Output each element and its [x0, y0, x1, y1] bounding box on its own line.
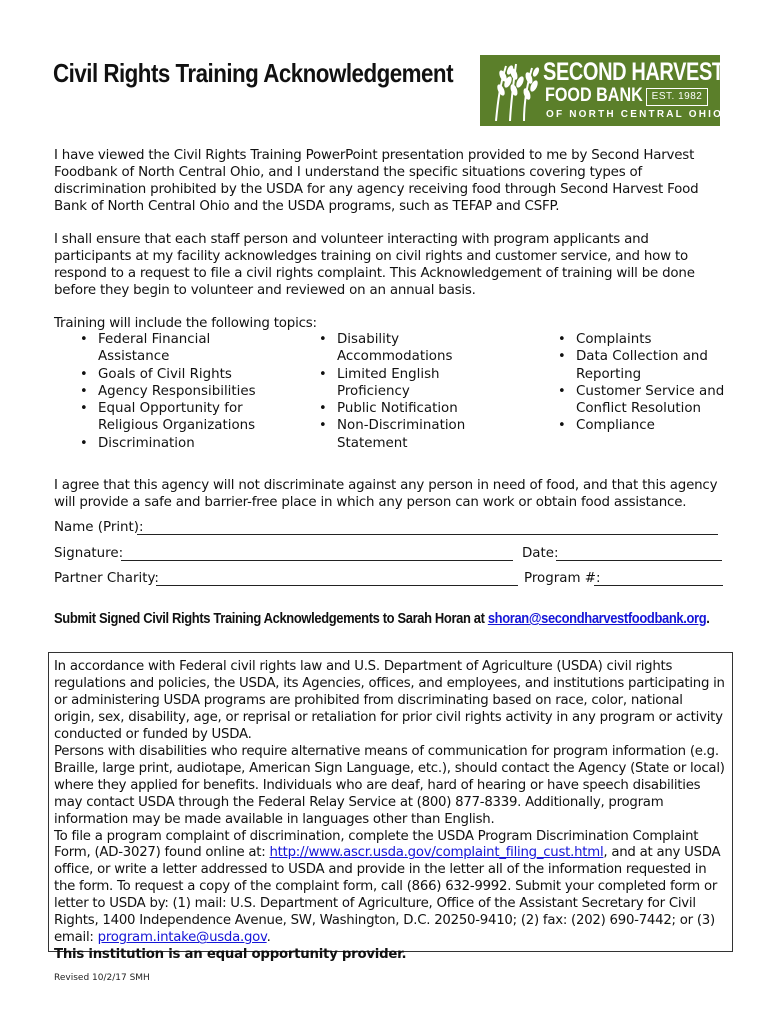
submit-end: .: [706, 611, 710, 627]
logo-line-1: SECOND HARVEST: [543, 58, 724, 86]
statement-text: .: [266, 930, 271, 946]
submit-email-link[interactable]: shoran@secondharvestfoodbank.org: [487, 611, 707, 627]
list-item: • Non-Discrimination Statement: [313, 417, 503, 452]
signature-label: Signature:: [54, 546, 124, 561]
paragraph-intro: I have viewed the Civil Rights Training PowerPoint presentation provided to me by Second Harvest Foodbank of North Central Ohio, and I understand the specific situations covering types of discrimination prohibited by the USDA for any agency receiving food through Second Harvest Food Bank of North Central Ohio and the USDA programs, such as TEFAP and CSFP.: [54, 148, 699, 214]
revision-note: Revised 10/2/17 SMH: [54, 973, 150, 983]
statement-text: To file a program complaint of discrimination, complete the USDA Program Discrimination Complaint Form, (AD-3027) found online at:: [54, 828, 699, 861]
program-number-label: Program #:: [524, 571, 601, 586]
list-item: • Goals of Civil Rights: [74, 366, 274, 383]
program-number-field[interactable]: [594, 585, 723, 586]
program-intake-email-link[interactable]: program.intake@usda.gov: [97, 930, 267, 946]
complaint-form-link[interactable]: http://www.ascr.usda.gov/complaint_filing_cust.html: [269, 845, 604, 861]
signature-field[interactable]: [121, 560, 513, 561]
second-harvest-logo: [480, 55, 724, 126]
topics-intro: Training will include the following topics:: [54, 316, 317, 331]
list-item: • Agency Responsibilities: [74, 383, 274, 400]
list-item: • Limited English Proficiency: [313, 366, 503, 401]
paragraph-agreement: I agree that this agency will not discriminate against any person in need of food, and that this agency will provide a safe and barrier-free place in which any person can work or obtain food assistance.: [54, 478, 718, 510]
list-item: • Public Notification: [313, 400, 503, 417]
topics-column-3: [552, 331, 742, 435]
name-label: Name (Print):: [54, 520, 144, 535]
equal-opportunity-statement: This institution is an equal opportunity provider.: [54, 947, 407, 963]
statement-text: , and at any USDA office, or write a letter addressed to USDA and provide in the letter all of the information requested in the form. To request a copy of the complaint form, call (866) 632-9992. Submit your completed form or letter to USDA by: (1) mail: U.S. Department of Agriculture, Office of the Assistant Secretary for Civil Rights, 1400 Independence Avenue, SW, Washington, D.C. 20250-9410; (2) fax: (202) 690-7442; or (3) email:: [54, 845, 721, 946]
list-item: • Equal Opportunity for Religious Organizations: [74, 400, 274, 435]
name-field[interactable]: [137, 534, 718, 535]
nondiscrimination-statement: [54, 659, 726, 964]
list-item: • Complaints: [552, 331, 742, 348]
statement-paragraph-3: [54, 829, 726, 948]
submit-instructions: [54, 611, 710, 627]
date-label: Date:: [522, 546, 559, 561]
logo-line-3: OF NORTH CENTRAL OHIO: [546, 109, 724, 120]
list-item: • Discrimination: [74, 435, 274, 452]
paragraph-staff-training: I shall ensure that each staff person and volunteer interacting with program applicants and participants at my facility acknowledges training on civil rights and customer service, and how to respond to a request to file a civil rights complaint. This Acknowledgement of training will be done before they begin to volunteer and reviewed on an annual basis.: [54, 232, 695, 298]
topics-column-1: [74, 331, 274, 452]
page-title: Civil Rights Training Acknowledgement: [53, 58, 454, 88]
date-field[interactable]: [556, 560, 722, 561]
list-item: • Disability Accommodations: [313, 331, 503, 366]
partner-charity-field[interactable]: [156, 585, 518, 586]
statement-paragraph-2: Persons with disabilities who require alternative means of communication for program information (e.g. Braille, large print, audiotape, American Sign Language, etc.), should contact the Agency (State or local) where they applied for benefits. Individuals who are deaf, hard of hearing or have speech disabilities may contact USDA through the Federal Relay Service at (800) 877-8339. Additionally, program information may be made available in languages other than English.: [54, 743, 725, 827]
list-item: • Federal Financial Assistance: [74, 331, 274, 366]
list-item: • Data Collection and Reporting: [552, 348, 742, 383]
topics-column-2: [313, 331, 503, 452]
partner-charity-label: Partner Charity:: [54, 571, 159, 586]
list-item: • Customer Service and Conflict Resolution: [552, 383, 742, 418]
wheat-icon: [486, 60, 542, 121]
list-item: • Compliance: [552, 417, 742, 434]
logo-line-2: FOOD BANK: [545, 85, 643, 106]
submit-text: Submit Signed Civil Rights Training Acknowledgements to Sarah Horan at: [54, 611, 485, 627]
logo-est-badge: EST. 1982: [646, 88, 708, 106]
statement-paragraph-1: In accordance with Federal civil rights law and U.S. Department of Agriculture (USDA) civil rights regulations and policies, the USDA, its Agencies, offices, and employees, and institutions participating in or administering USDA programs are prohibited from discriminating based on race, color, national origin, sex, disability, age, or reprisal or retaliation for prior civil rights activity in any program or activity conducted or funded by USDA.: [54, 659, 725, 742]
